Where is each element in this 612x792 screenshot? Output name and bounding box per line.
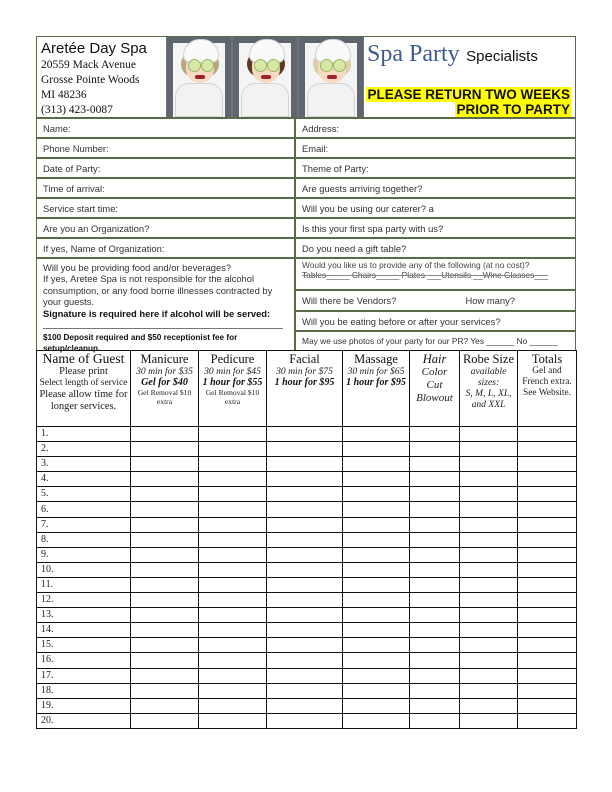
guest-name-cell[interactable]: 14. xyxy=(37,623,131,638)
business-info xyxy=(41,40,167,118)
hair-cell[interactable] xyxy=(410,532,460,547)
totals-cell[interactable] xyxy=(518,517,577,532)
cucumber-icon xyxy=(320,59,333,72)
brand-title-secondary: Specialists xyxy=(466,48,538,65)
pedicure-cell[interactable] xyxy=(199,608,267,623)
massage-cell[interactable] xyxy=(343,608,410,623)
massage-cell[interactable] xyxy=(343,698,410,713)
hair-cell[interactable] xyxy=(410,487,460,502)
spa-women-illustration xyxy=(166,37,364,117)
header-block xyxy=(36,36,576,118)
facial-cell[interactable] xyxy=(267,593,343,608)
massage-cell[interactable] xyxy=(343,442,410,457)
table-row xyxy=(37,472,577,487)
guest-name-cell[interactable]: 20. xyxy=(37,713,131,728)
hair-cell[interactable] xyxy=(410,457,460,472)
vendors-how-many: How many? xyxy=(465,295,515,306)
column-facial: Facial 30 min for $75 1 hour for $95 xyxy=(267,351,343,427)
manicure-cell[interactable] xyxy=(131,593,199,608)
pedicure-cell[interactable] xyxy=(199,487,267,502)
table-row xyxy=(37,427,577,442)
address-state-zip: MI 48236 xyxy=(41,89,87,101)
totals-cell[interactable] xyxy=(518,713,577,728)
massage-cell[interactable] xyxy=(343,427,410,442)
guest-name-cell[interactable]: 8. xyxy=(37,532,131,547)
manicure-cell[interactable] xyxy=(131,577,199,592)
spa-woman-image xyxy=(233,37,297,117)
manicure-cell[interactable] xyxy=(131,502,199,517)
alcohol-disclaimer: If yes, Aretee Spa is not responsible for the alcohol consumption, or any food borne illnesses contracted by your guests. xyxy=(43,273,273,308)
phone-number: (313) 423-0087 xyxy=(41,104,113,116)
facial-cell[interactable] xyxy=(267,487,343,502)
massage-cell[interactable] xyxy=(343,532,410,547)
totals-cell[interactable] xyxy=(518,638,577,653)
guest-name-cell[interactable]: 11. xyxy=(37,577,131,592)
pedicure-cell[interactable] xyxy=(199,502,267,517)
pedicure-cell[interactable] xyxy=(199,577,267,592)
pedicure-cell[interactable] xyxy=(199,472,267,487)
manicure-cell[interactable] xyxy=(131,683,199,698)
totals-cell[interactable] xyxy=(518,608,577,623)
manicure-cell[interactable] xyxy=(131,653,199,668)
pedicure-cell[interactable] xyxy=(199,638,267,653)
guest-name-cell[interactable]: 6. xyxy=(37,502,131,517)
facial-cell[interactable] xyxy=(267,653,343,668)
robe-size-cell[interactable] xyxy=(460,668,518,683)
eating-field[interactable]: Will you be eating before or after your services? xyxy=(295,311,576,331)
notice-line-2: PRIOR TO PARTY xyxy=(456,102,570,117)
table-row xyxy=(37,713,577,728)
facial-cell[interactable] xyxy=(267,442,343,457)
column-totals: Totals Gel and French extra. See Website. xyxy=(518,351,577,427)
robe-size-cell[interactable] xyxy=(460,517,518,532)
massage-cell[interactable] xyxy=(343,577,410,592)
totals-cell[interactable] xyxy=(518,427,577,442)
robe-size-cell[interactable] xyxy=(460,683,518,698)
facial-cell[interactable] xyxy=(267,547,343,562)
food-question: Will you be providing food and/or beverages? xyxy=(43,262,232,273)
pedicure-cell[interactable] xyxy=(199,653,267,668)
facial-cell[interactable] xyxy=(267,683,343,698)
table-row xyxy=(37,668,577,683)
robe-size-cell[interactable] xyxy=(460,457,518,472)
facial-cell[interactable] xyxy=(267,713,343,728)
address-street: 20559 Mack Avenue xyxy=(41,59,136,71)
guest-name-cell[interactable]: 5. xyxy=(37,487,131,502)
robe-size-cell[interactable] xyxy=(460,532,518,547)
pedicure-cell[interactable] xyxy=(199,668,267,683)
pedicure-cell[interactable] xyxy=(199,593,267,608)
provide-items: Tables_____ Chairs_____ Plates ___Utensils __Wine Glasses___ xyxy=(302,270,549,280)
totals-cell[interactable] xyxy=(518,653,577,668)
pedicure-cell[interactable] xyxy=(199,457,267,472)
facial-cell[interactable] xyxy=(267,427,343,442)
table-header-row xyxy=(37,351,577,427)
manicure-cell[interactable] xyxy=(131,668,199,683)
hair-cell[interactable] xyxy=(410,668,460,683)
column-manicure: Manicure 30 min for $35 Gel for $40 Gel Removal $10 extra xyxy=(131,351,199,427)
spa-woman-image xyxy=(299,37,363,117)
return-notice xyxy=(366,87,571,117)
manicure-cell[interactable] xyxy=(131,638,199,653)
guest-services-table xyxy=(36,350,577,729)
manicure-cell[interactable] xyxy=(131,532,199,547)
party-date-field[interactable]: Date of Party: xyxy=(36,158,295,178)
robe-size-cell[interactable] xyxy=(460,487,518,502)
food-beverage-section xyxy=(36,258,295,354)
pedicure-cell[interactable] xyxy=(199,683,267,698)
cucumber-icon xyxy=(254,59,267,72)
table-row xyxy=(37,653,577,668)
table-row xyxy=(37,577,577,592)
hair-cell[interactable] xyxy=(410,683,460,698)
vendors-field[interactable] xyxy=(295,290,576,311)
totals-cell[interactable] xyxy=(518,547,577,562)
gift-table-field[interactable]: Do you need a gift table? xyxy=(295,238,576,258)
organization-name-field[interactable]: If yes, Name of Organization: xyxy=(36,238,295,258)
arriving-together-field[interactable]: Are guests arriving together? xyxy=(295,178,576,198)
robe-size-cell[interactable] xyxy=(460,608,518,623)
hair-cell[interactable] xyxy=(410,608,460,623)
facial-cell[interactable] xyxy=(267,472,343,487)
facial-cell[interactable] xyxy=(267,698,343,713)
guest-name-cell[interactable]: 10. xyxy=(37,562,131,577)
email-field[interactable]: Email: xyxy=(295,138,576,158)
hair-cell[interactable] xyxy=(410,638,460,653)
vendors-question: Will there be Vendors? xyxy=(302,295,397,306)
table-row xyxy=(37,487,577,502)
facial-cell[interactable] xyxy=(267,502,343,517)
table-row xyxy=(37,593,577,608)
guest-name-cell[interactable]: 17. xyxy=(37,668,131,683)
facial-cell[interactable] xyxy=(267,668,343,683)
manicure-cell[interactable] xyxy=(131,713,199,728)
guest-name-cell[interactable]: 1. xyxy=(37,427,131,442)
massage-cell[interactable] xyxy=(343,502,410,517)
cucumber-icon xyxy=(201,59,214,72)
column-name-of-guest: Name of Guest Please print Select length of service Please allow time for longer services. xyxy=(37,351,131,427)
manicure-cell[interactable] xyxy=(131,517,199,532)
robe-size-cell[interactable] xyxy=(460,562,518,577)
table-row xyxy=(37,547,577,562)
pedicure-cell[interactable] xyxy=(199,532,267,547)
pedicure-cell[interactable] xyxy=(199,623,267,638)
robe-size-cell[interactable] xyxy=(460,502,518,517)
massage-cell[interactable] xyxy=(343,457,410,472)
totals-cell[interactable] xyxy=(518,683,577,698)
deposit-note: $100 Deposit required and $50 receptionist fee for setup/cleanup. xyxy=(43,333,238,354)
guest-name-cell[interactable]: 19. xyxy=(37,698,131,713)
totals-cell[interactable] xyxy=(518,577,577,592)
massage-cell[interactable] xyxy=(343,683,410,698)
business-name: Aretée Day Spa xyxy=(41,40,147,57)
first-party-field[interactable]: Is this your first spa party with us? xyxy=(295,218,576,238)
column-robe-size: Robe Size available sizes: S, M, L, XL, and XXL xyxy=(460,351,518,427)
column-hair: Hair Color Cut Blowout xyxy=(410,351,460,427)
manicure-cell[interactable] xyxy=(131,698,199,713)
totals-cell[interactable] xyxy=(518,472,577,487)
table-row xyxy=(37,442,577,457)
totals-cell[interactable] xyxy=(518,457,577,472)
facial-cell[interactable] xyxy=(267,623,343,638)
hair-cell[interactable] xyxy=(410,698,460,713)
robe-size-cell[interactable] xyxy=(460,547,518,562)
hair-cell[interactable] xyxy=(410,547,460,562)
caterer-field[interactable]: Will you be using our caterer? a xyxy=(295,198,576,218)
robe-size-cell[interactable] xyxy=(460,427,518,442)
robe-size-cell[interactable] xyxy=(460,623,518,638)
guest-name-cell[interactable]: 4. xyxy=(37,472,131,487)
guest-name-cell[interactable]: 18. xyxy=(37,683,131,698)
guest-name-cell[interactable]: 7. xyxy=(37,517,131,532)
table-row xyxy=(37,608,577,623)
provide-items-field[interactable] xyxy=(295,258,576,290)
signature-line[interactable] xyxy=(43,328,283,329)
guest-rows xyxy=(37,427,577,729)
hair-cell[interactable] xyxy=(410,427,460,442)
table-row xyxy=(37,562,577,577)
address-city: Grosse Pointe Woods xyxy=(41,74,140,86)
facial-cell[interactable] xyxy=(267,577,343,592)
facial-cell[interactable] xyxy=(267,517,343,532)
robe-size-cell[interactable] xyxy=(460,593,518,608)
pedicure-cell[interactable] xyxy=(199,562,267,577)
guest-name-cell[interactable]: 13. xyxy=(37,608,131,623)
totals-cell[interactable] xyxy=(518,668,577,683)
pedicure-cell[interactable] xyxy=(199,698,267,713)
massage-cell[interactable] xyxy=(343,713,410,728)
organization-field[interactable]: Are you an Organization? xyxy=(36,218,295,238)
hair-cell[interactable] xyxy=(410,577,460,592)
cucumber-icon xyxy=(333,59,346,72)
table-row xyxy=(37,638,577,653)
photo-consent-field[interactable]: May we use photos of your party for our PR? Yes ______ No ______ xyxy=(295,331,576,351)
pedicure-cell[interactable] xyxy=(199,427,267,442)
massage-cell[interactable] xyxy=(343,472,410,487)
arrival-time-field[interactable]: Time of arrival: xyxy=(36,178,295,198)
hair-cell[interactable] xyxy=(410,653,460,668)
brand-title-primary: Spa Party xyxy=(367,41,460,67)
table-row xyxy=(37,517,577,532)
table-row xyxy=(37,532,577,547)
facial-cell[interactable] xyxy=(267,532,343,547)
guest-name-cell[interactable]: 3. xyxy=(37,457,131,472)
manicure-cell[interactable] xyxy=(131,427,199,442)
table-row xyxy=(37,698,577,713)
robe-size-cell[interactable] xyxy=(460,698,518,713)
manicure-cell[interactable] xyxy=(131,562,199,577)
table-row xyxy=(37,683,577,698)
manicure-cell[interactable] xyxy=(131,608,199,623)
facial-cell[interactable] xyxy=(267,562,343,577)
massage-cell[interactable] xyxy=(343,668,410,683)
facial-cell[interactable] xyxy=(267,457,343,472)
hair-cell[interactable] xyxy=(410,593,460,608)
totals-cell[interactable] xyxy=(518,562,577,577)
table-row xyxy=(37,457,577,472)
massage-cell[interactable] xyxy=(343,623,410,638)
massage-cell[interactable] xyxy=(343,487,410,502)
guest-name-cell[interactable]: 9. xyxy=(37,547,131,562)
brand-title xyxy=(367,41,573,68)
table-row xyxy=(37,623,577,638)
robe-size-cell[interactable] xyxy=(460,653,518,668)
provide-question: Would you like us to provide any of the following (at no cost)? xyxy=(302,260,530,270)
facial-cell[interactable] xyxy=(267,608,343,623)
totals-cell[interactable] xyxy=(518,442,577,457)
address-field[interactable]: Address: xyxy=(295,118,576,138)
robe-size-cell[interactable] xyxy=(460,638,518,653)
hair-cell[interactable] xyxy=(410,562,460,577)
column-massage: Massage 30 min for $65 1 hour for $95 xyxy=(343,351,410,427)
massage-cell[interactable] xyxy=(343,653,410,668)
massage-cell[interactable] xyxy=(343,562,410,577)
column-pedicure: Pedicure 30 min for $45 1 hour for $55 Gel Removal $10 extra xyxy=(199,351,267,427)
spa-woman-image xyxy=(167,37,231,117)
hair-cell[interactable] xyxy=(410,517,460,532)
hair-cell[interactable] xyxy=(410,713,460,728)
pedicure-cell[interactable] xyxy=(199,713,267,728)
hair-cell[interactable] xyxy=(410,472,460,487)
pedicure-cell[interactable] xyxy=(199,547,267,562)
robe-size-cell[interactable] xyxy=(460,472,518,487)
pedicure-cell[interactable] xyxy=(199,442,267,457)
robe-size-cell[interactable] xyxy=(460,713,518,728)
massage-cell[interactable] xyxy=(343,547,410,562)
hair-cell[interactable] xyxy=(410,623,460,638)
guest-name-cell[interactable]: 2. xyxy=(37,442,131,457)
cucumber-icon xyxy=(267,59,280,72)
robe-size-cell[interactable] xyxy=(460,577,518,592)
totals-cell[interactable] xyxy=(518,502,577,517)
cucumber-icon xyxy=(188,59,201,72)
guest-name-cell[interactable]: 12. xyxy=(37,593,131,608)
facial-cell[interactable] xyxy=(267,638,343,653)
phone-field[interactable]: Phone Number: xyxy=(36,138,295,158)
manicure-cell[interactable] xyxy=(131,457,199,472)
manicure-cell[interactable] xyxy=(131,487,199,502)
massage-cell[interactable] xyxy=(343,517,410,532)
name-field[interactable]: Name: xyxy=(36,118,295,138)
massage-cell[interactable] xyxy=(343,638,410,653)
totals-cell[interactable] xyxy=(518,593,577,608)
guest-name-cell[interactable]: 15. xyxy=(37,638,131,653)
manicure-cell[interactable] xyxy=(131,623,199,638)
hair-cell[interactable] xyxy=(410,442,460,457)
theme-field[interactable]: Theme of Party: xyxy=(295,158,576,178)
manicure-cell[interactable] xyxy=(131,547,199,562)
pedicure-cell[interactable] xyxy=(199,517,267,532)
table-row xyxy=(37,502,577,517)
notice-line-1: PLEASE RETURN TWO WEEKS xyxy=(367,87,570,102)
hair-cell[interactable] xyxy=(410,502,460,517)
totals-cell[interactable] xyxy=(518,532,577,547)
totals-cell[interactable] xyxy=(518,623,577,638)
signature-label: Signature is required here if alcohol will be served: xyxy=(43,307,271,319)
manicure-cell[interactable] xyxy=(131,472,199,487)
service-start-field[interactable]: Service start time: xyxy=(36,198,295,218)
robe-size-cell[interactable] xyxy=(460,442,518,457)
totals-cell[interactable] xyxy=(518,487,577,502)
massage-cell[interactable] xyxy=(343,593,410,608)
guest-name-cell[interactable]: 16. xyxy=(37,653,131,668)
totals-cell[interactable] xyxy=(518,698,577,713)
manicure-cell[interactable] xyxy=(131,442,199,457)
